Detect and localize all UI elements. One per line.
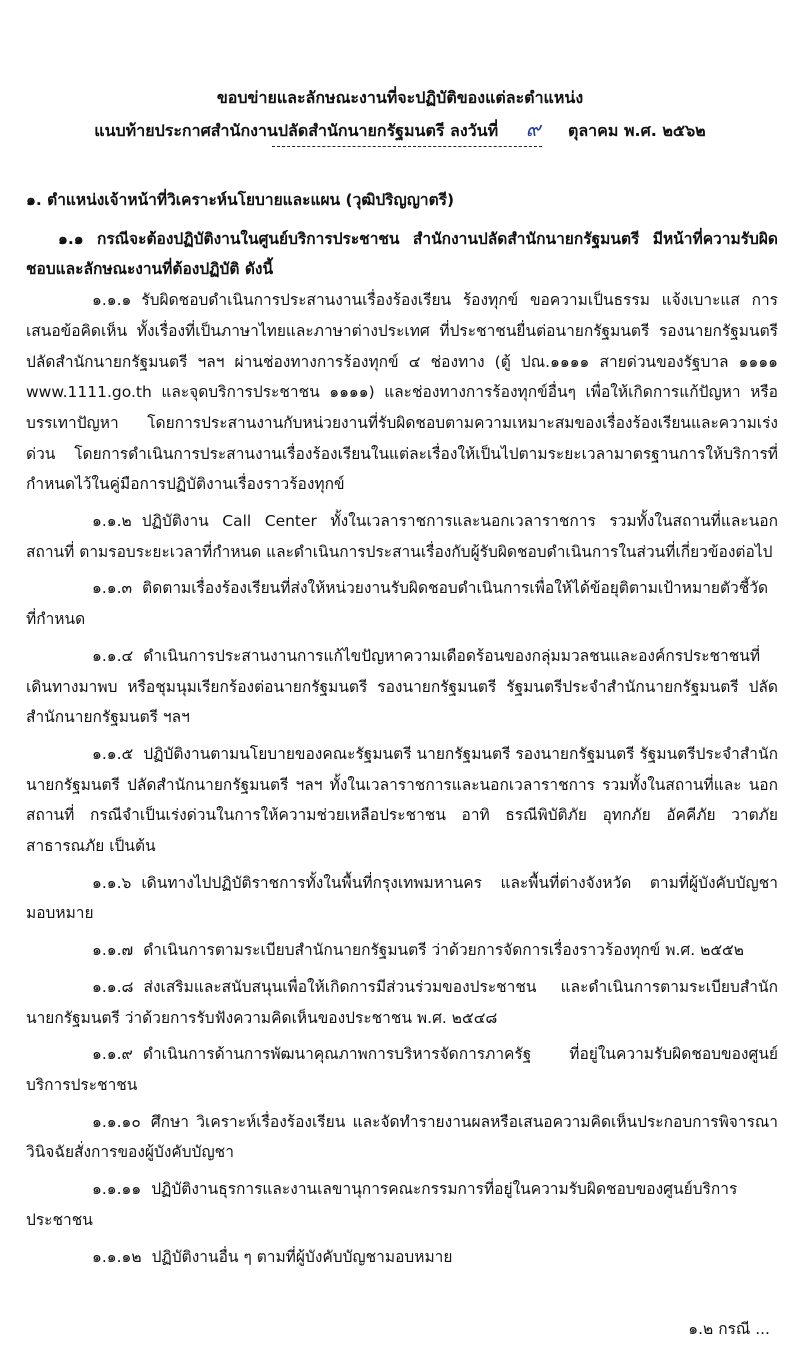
item-text: ดำเนินการประสานงานการแก้ไขปัญหาความเดือดร้อนของกลุ่มมวลชนและองค์กรประชาชนที่เดินทางมาพบ หรือชุมนุมเรียกร้องต่อนายกรัฐมนตรี รองนายกรัฐมนตรี รัฐมนตรีประจำสำนักนายกรัฐมนตรี ปลัดสำนักนายกรัฐมนตรี ฯลฯ — [26, 646, 778, 727]
item-number: ๑.๑.๗ — [92, 941, 134, 960]
handwritten-day: ๙ — [525, 117, 541, 141]
item-text: ส่งเสริมและสนับสนุนเพื่อให้เกิดการมีส่วนร่วมของประชาชน และดำเนินการตามระเบียบสำนักนายกรัฐมนตรี ว่าด้วยการรับฟังความคิดเห็นของประชาชน พ.ศ. ๒๕๔๘ — [26, 977, 778, 1027]
list-item — [26, 573, 778, 634]
item-text: ติดตามเรื่องร้องเรียนที่ส่งให้หน่วยงานรับผิดชอบดำเนินการเพื่อให้ได้ข้อยุติตามเป้าหมายตัวชี้วัดที่กำหนด — [26, 579, 769, 629]
item-text: ปฏิบัติงาน Call Center ทั้งในเวลาราชการและนอกเวลาราชการ รวมทั้งในสถานที่และนอกสถานที่ ตามรอบระยะเวลาที่กำหนด และดำเนินการประสานเรื่องกับผู้รับผิดชอบดำเนินการในส่วนที่เกี่ยวข้องต่อไป — [26, 512, 778, 561]
list-item — [26, 935, 778, 966]
item-number: ๑.๑.๒ — [92, 512, 132, 531]
subsection-title: ๑.๑ กรณีจะต้องปฏิบัติงานในศูนย์บริการประชาชน สำนักงานปลัดสำนักนายกรัฐมนตรี มีหน้าที่ความรับผิดชอบและลักษณะงานที่ต้องปฏิบัติ ดังนี้ — [26, 229, 778, 279]
document-title: ขอบข่ายและลักษณะงานที่จะปฏิบัติของแต่ละตำแหน่ง — [216, 88, 584, 107]
page-continuation: ๑.๒ กรณี ... — [688, 1320, 770, 1338]
list-item — [26, 739, 778, 862]
list-item — [26, 972, 778, 1033]
item-number: ๑.๑.๓ — [92, 579, 133, 598]
title-divider — [272, 146, 542, 147]
item-text: เดินทางไปปฏิบัติราชการทั้งในพื้นที่กรุงเทพมหานคร และพื้นที่ต่างจังหวัด ตามที่ผู้บังคับบัญชามอบหมาย — [26, 873, 778, 923]
document-subtitle — [0, 114, 800, 146]
item-text: รับผิดชอบดำเนินการประสานงานเรื่องร้องเรียน ร้องทุกข์ ขอความเป็นธรรม แจ้งเบาะแส การเสนอข้อคิดเห็น ทั้งเรื่องที่เป็นภาษาไทยและภาษาต่างประเทศ ที่ประชาชนยื่นต่อนายกรัฐมนตรี รองนายกรัฐมนตรี ปลัดสำนักนายกรัฐมนตรี ฯลฯ ผ่านช่องทางการร้องทุกข์ ๔ ช่องทาง (ตู้ ปณ.๑๑๑๑ สายด่วนของรัฐบาล ๑๑๑๑ www.1111.go.th และจุดบริการประชาชน ๑๑๑๑) และช่องทางการร้องทุกข์อื่นๆ เพื่อให้เกิดการแก้ปัญหา หรือบรรเทาปัญหา โดยการประสานงานกับหน่วยงานที่รับผิดชอบตามความเหมาะสมของเรื่องร้องเรียนและความเร่งด่วน โดยการดำเนินการประสานงานเรื่องร้องเรียนในแต่ละเรื่องให้เป็นไปตามระยะเวลามาตรฐานการให้บริการที่กำหนดไว้ในคู่มือการปฏิบัติงานเรื่องราวร้องทุกข์ — [26, 291, 778, 494]
item-text: ดำเนินการด้านการพัฒนาคุณภาพการบริหารจัดการภาครัฐ ที่อยู่ในความรับผิดชอบของศูนย์บริการประชาชน — [26, 1045, 778, 1094]
subtitle-prefix: แนบท้ายประกาศสำนักงานปลัดสำนักนายกรัฐมนตรี ลงวันที่ — [94, 121, 499, 140]
subtitle-suffix: ตุลาคม พ.ศ. ๒๕๖๒ — [567, 121, 706, 140]
list-item — [26, 641, 778, 733]
item-text: ดำเนินการตามระเบียบสำนักนายกรัฐมนตรี ว่าด้วยการจัดการเรื่องราวร้องทุกข์ พ.ศ. ๒๕๕๒ — [143, 941, 745, 960]
item-text: ปฏิบัติงานตามนโยบายของคณะรัฐมนตรี นายกรัฐมนตรี รองนายกรัฐมนตรี รัฐมนตรีประจำสำนักนายกรัฐมนตรี ปลัดสำนักนายกรัฐมนตรี ฯลฯ ทั้งในเวลาราชการและนอกเวลาราชการ รวมทั้งในสถานที่และ นอกสถานที่ กรณีจำเป็นเร่งด่วนในการให้ความช่วยเหลือประชาชน อาทิ ธรณีพิบัติภัย อุทกภัย อัคคีภัย วาตภัย สาธารณภัย เป็นต้น — [26, 744, 778, 856]
list-item — [26, 1107, 778, 1168]
item-number: ๑.๑.๑๒ — [92, 1247, 142, 1266]
item-number: ๑.๑.๙ — [92, 1045, 133, 1064]
item-number: ๑.๑.๕ — [92, 744, 134, 763]
section-title: ๑. ตำแหน่งเจ้าหน้าที่วิเคราะห์นโยบายและแผน (วุฒิปริญญาตรี) — [26, 191, 455, 209]
item-number: ๑.๑.๑ — [92, 291, 132, 310]
list-item — [26, 1242, 778, 1273]
item-number: ๑.๑.๖ — [92, 873, 132, 892]
item-number: ๑.๑.๔ — [92, 646, 134, 665]
document-body — [26, 185, 778, 1278]
item-text: ศึกษา วิเคราะห์เรื่องร้องเรียน และจัดทำรายงานผลหรือเสนอความคิดเห็นประกอบการพิจารณาวินิจฉัยสั่งการของผู้บังคับบัญชา — [26, 1112, 778, 1162]
list-item — [26, 1174, 778, 1235]
item-text: ปฏิบัติงานอื่น ๆ ตามที่ผู้บังคับบัญชามอบหมาย — [151, 1247, 453, 1266]
list-item — [26, 868, 778, 929]
list-item — [26, 1039, 778, 1100]
list-item — [26, 506, 778, 567]
item-number: ๑.๑.๑๐ — [92, 1112, 141, 1131]
item-number: ๑.๑.๘ — [92, 977, 134, 996]
item-text: ปฏิบัติงานธุรการและงานเลขานุการคณะกรรมการที่อยู่ในความรับผิดชอบของศูนย์บริการประชาชน — [26, 1180, 738, 1229]
item-number: ๑.๑.๑๑ — [92, 1180, 142, 1199]
list-item — [26, 285, 778, 500]
